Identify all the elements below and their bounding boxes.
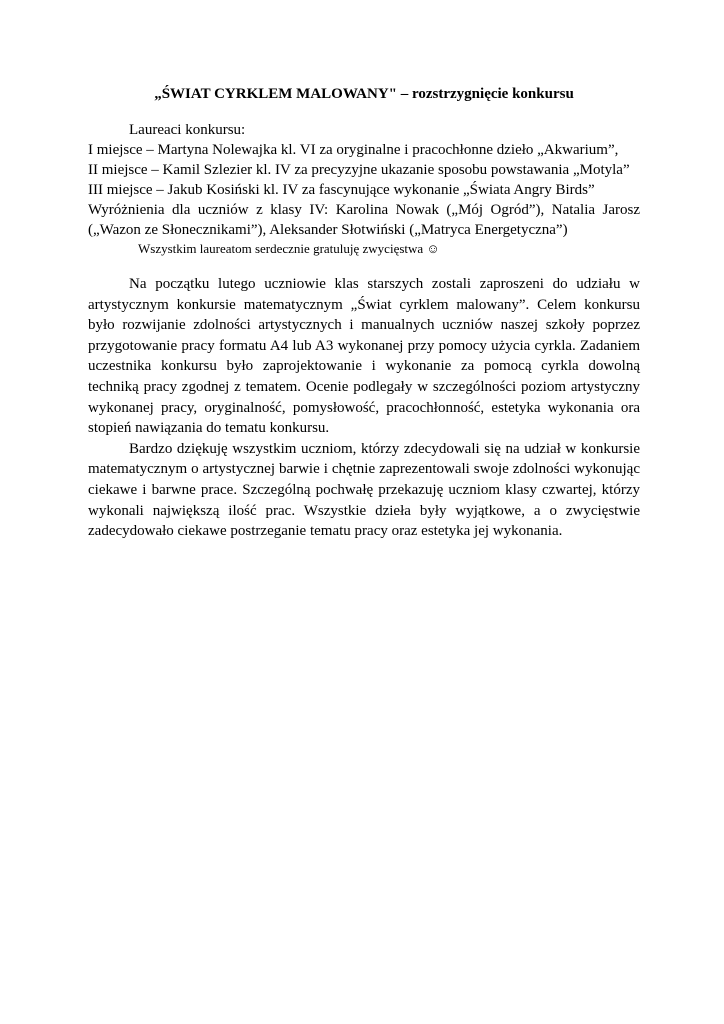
document-title: „ŚWIAT CYRKLEM MALOWANY" – rozstrzygnięcie konkursu <box>154 86 574 102</box>
laureates-heading: Laureaci konkursu: <box>129 122 246 138</box>
congratulations-note: Wszystkim laureatom serdecznie gratuluję zwycięstwa ☺ <box>138 241 440 256</box>
third-place: III miejsce – Jakub Kosiński kl. IV za fascynujące wykonanie „Świata Angry Birds” <box>88 182 595 198</box>
paragraph-contest-description: Na początku lutego uczniowie klas starszych zostali zaproszeni do udziału w artystycznym konkursie matematycznym „Świat cyrklem malowany”. Celem konkursu było rozwijanie zdolności artystycznych i manualnych uczniów naszej szkoły poprzez przygotowanie pracy formatu A4 lub A3 wykonanej przy pomocy użycia cyrkla. Zadaniem uczestnika konkursu było zaprojektowanie i wykonanie za pomocą cyrkla dowolną techniką pracy zgodnej z tematem. Ocenie podlegały w szczególności poziom artystyczny wykonanej pracy, oryginalność, pomysłowość, pracochłonność, estetyka wykonania ora stopień nawiązania do tematu konkursu. <box>88 276 640 437</box>
first-place: I miejsce – Martyna Nolewajka kl. VI za oryginalne i pracochłonne dzieło „Akwarium”, <box>88 142 619 158</box>
document-page <box>88 84 640 542</box>
second-place: II miejsce – Kamil Szlezier kl. IV za precyzyjne ukazanie sposobu powstawania „Motyla” <box>88 162 630 178</box>
distinctions-line-2: („Wazon ze Słonecznikami”), Aleksander Słotwiński („Matryca Energetyczna”) <box>88 222 568 238</box>
paragraph-thanks: Bardzo dziękuję wszystkim uczniom, którzy zdecydowali się na udział w konkursie matematycznym o artystycznej barwie i chętnie zaprezentowali swoje zdolności wykonując ciekawe i barwne prace. Szczególną pochwałę przekazuję uczniom klasy czwartej, którzy wykonali największą ilość prac. Wszystkie dzieła były wyjątkowe, a o zwycięstwie zadecydowało ciekawe postrzeganie tematu pracy oraz estetyka jej wykonania. <box>88 440 640 540</box>
distinctions-line-1: Wyróżnienia dla uczniów z klasy IV: Karolina Nowak („Mój Ogród”), Natalia Jarosz <box>88 202 640 218</box>
